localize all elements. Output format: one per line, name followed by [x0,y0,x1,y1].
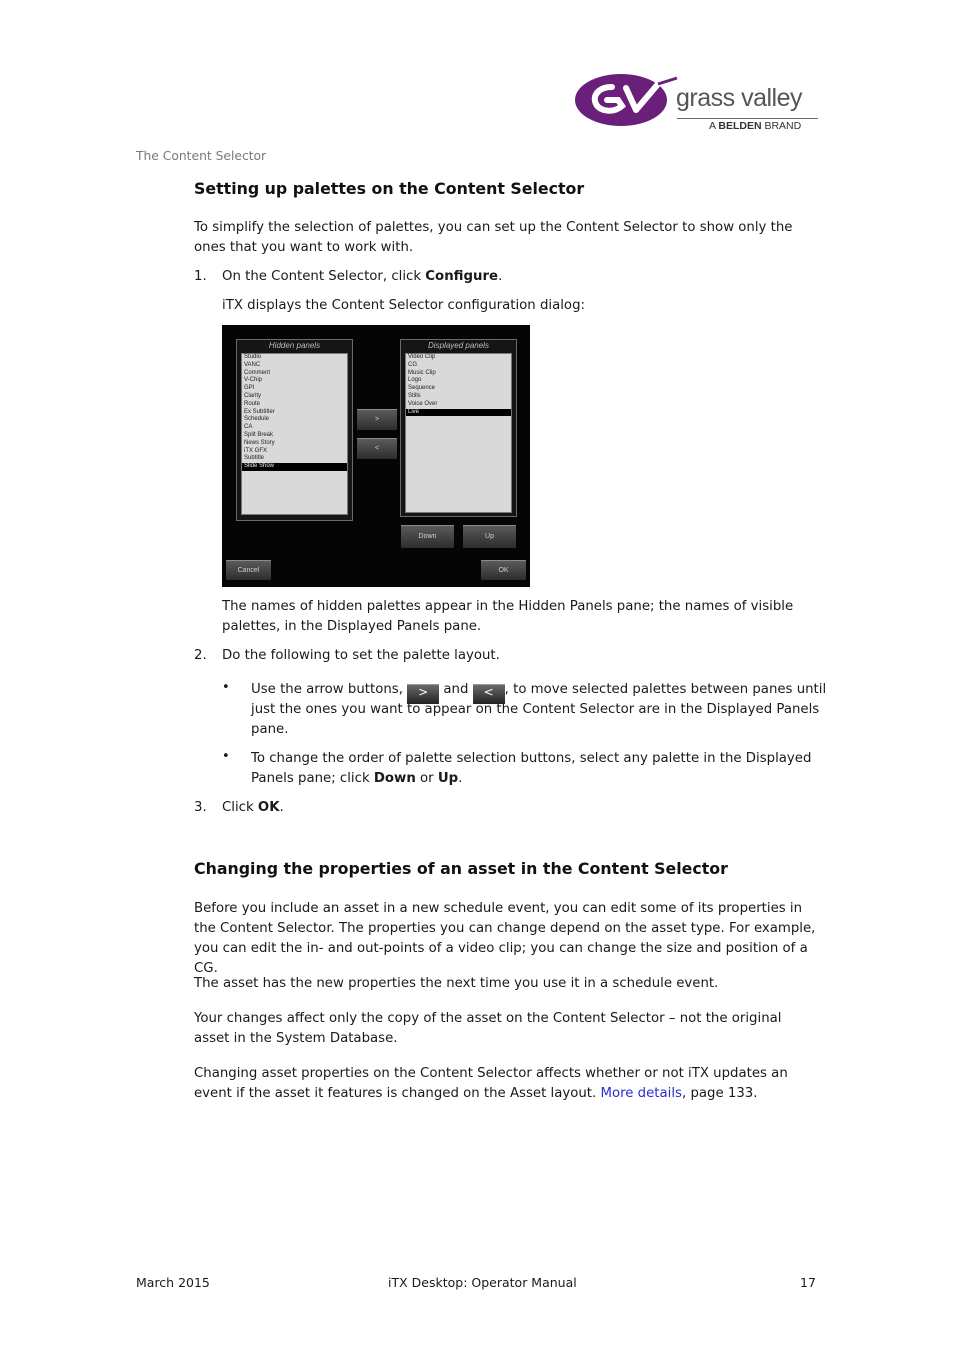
panel-list-item[interactable]: iTX GFX [244,447,268,454]
step-2-text: Do the following to set the palette layout. [222,648,500,663]
footer-date: March 2015 [136,1275,210,1290]
more-details-link[interactable]: More details [600,1086,682,1101]
footer-title: iTX Desktop: Operator Manual [388,1275,577,1290]
panel-list-item[interactable]: Live [406,409,511,417]
brand-tagline: A BELDEN BRAND [709,120,802,132]
hidden-panels-pane [236,339,353,521]
panel-list-item[interactable]: Split Break [244,431,274,438]
running-head: The Content Selector [136,149,267,163]
hidden-panels-title: Hidden panels [268,341,321,350]
move-left-button[interactable]: < [357,438,397,459]
bullet-2-line-2: Panels pane; click Down or Up. [251,771,463,786]
panel-list-item[interactable]: Comment [244,369,271,376]
cancel-button[interactable]: Cancel [226,560,271,580]
brand-rule [677,118,818,119]
panel-list-item[interactable]: CA [244,424,253,431]
panel-list-item[interactable]: GPI [244,385,255,392]
asset-para-1: Before you include an asset in a new schedule event, you can edit some of its properties in the Content Selector. The properties you can change depend on the asset type. For example, you can edit the in- and out-points of a video clip; you can change the size and position of a CG. [194,901,816,976]
panel-list-item[interactable]: Studio [244,354,262,360]
brand-name: grass valley [676,84,802,112]
ok-button[interactable]: OK [481,560,526,580]
displayed-panels-title: Displayed panels [428,341,489,350]
intro-paragraph: To simplify the selection of palettes, you can set up the Content Selector to show only the ones that you want to work with. [194,220,793,255]
panel-list-item[interactable]: VANC [244,361,261,368]
hidden-panels-list[interactable] [241,353,348,515]
panel-list-item[interactable]: Video Clip [408,354,436,360]
panel-list-item[interactable]: Clarity [244,392,262,399]
up-button[interactable]: Up [463,525,516,548]
asset-para-3: Your changes affect only the copy of the asset on the Content Selector – not the original asset in the System Database. [194,1011,782,1046]
bullet-2-marker: • [222,749,230,764]
panel-list-item[interactable]: Route [244,400,261,407]
step-1-number: 1. [194,269,207,284]
panel-list-item[interactable]: Schedule [244,416,270,423]
asset-para-2: The asset has the new properties the next time you use it in a schedule event. [194,976,719,991]
gv-logo-mark-icon [574,72,678,128]
asset-para-4: Changing asset properties on the Content Selector affects whether or not iTX updates an event if the asset it features is changed on the Asset layout. More details, page 133. [194,1066,788,1101]
step-1-text: On the Content Selector, click Configure. [222,269,503,284]
displayed-panels-list[interactable] [405,353,512,513]
bullet-1-line-3: pane. [251,722,289,737]
down-button[interactable]: Down [401,525,454,548]
panel-list-item[interactable]: Stills [408,392,421,399]
panel-list-item[interactable]: News Story [244,439,275,446]
step-3-text: Click OK. [222,800,284,815]
panel-list-item[interactable]: CG [408,361,417,368]
section-heading-asset-properties: Changing the properties of an asset in the Content Selector [194,859,728,878]
panel-list-item[interactable]: Voice Over [408,400,438,407]
bullet-1-marker: • [222,680,230,695]
panel-list-item[interactable]: Subtitle [244,455,265,462]
configuration-dialog [222,325,530,587]
bullet-2-line-1: To change the order of palette selection buttons, select any palette in the Displayed [251,751,812,766]
panel-list-item[interactable]: Slide Show [242,463,347,471]
displayed-panels-pane [400,339,517,517]
step-1-result: iTX displays the Content Selector configuration dialog: [222,298,585,313]
grass-valley-logo [574,72,824,136]
inline-move-left-button: < [473,684,505,704]
section-heading-palettes: Setting up palettes on the Content Selector [194,179,585,198]
panel-list-item[interactable]: Sequence [408,385,436,392]
panel-list-item[interactable]: Logo [408,377,422,384]
bullet-1-line-2: just the ones you want to appear on the Content Selector are in the Displayed Panels [251,702,820,717]
dialog-caption: The names of hidden palettes appear in the Hidden Panels pane; the names of visible palettes, in the Displayed Panels pane. [222,599,794,634]
panel-list-item[interactable]: Ex Subtitler [244,408,275,415]
inline-move-right-button: > [407,684,439,704]
panel-list-item[interactable]: V-Chip [244,377,263,384]
bullet-1-line-1: Use the arrow buttons, > and < , to move selected palettes between panes until [251,680,826,704]
step-2-number: 2. [194,648,207,663]
panel-list-item[interactable]: Music Clip [408,369,436,376]
move-right-button[interactable]: > [357,409,397,430]
footer-page-number: 17 [800,1275,816,1290]
step-3-number: 3. [194,800,207,815]
